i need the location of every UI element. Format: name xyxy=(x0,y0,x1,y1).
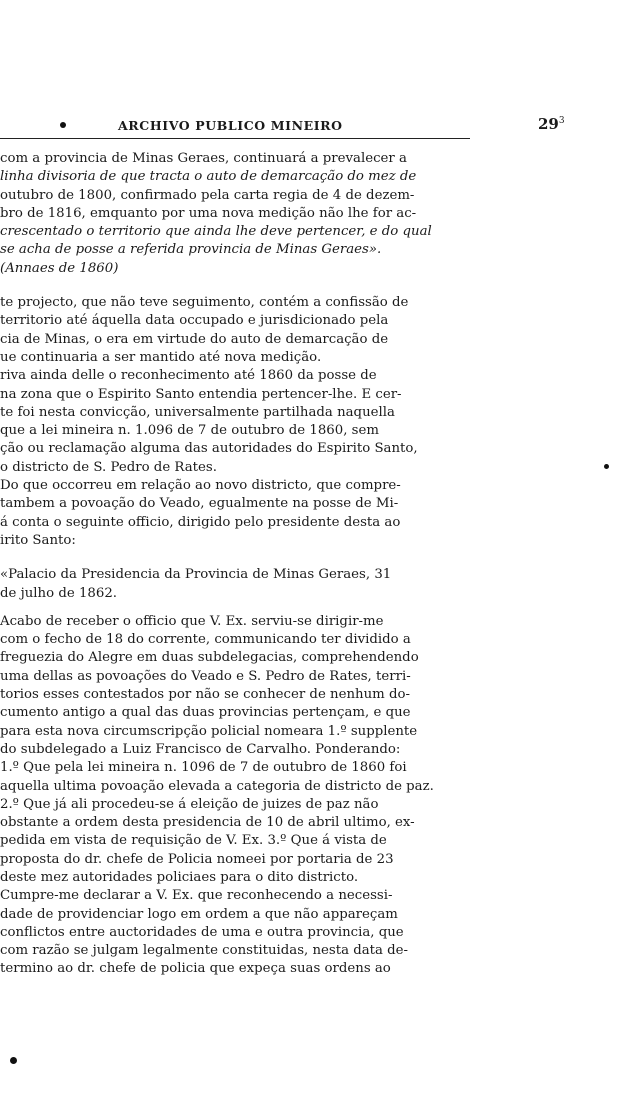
text-line: proposta do dr. chefe de Policia nomeei por portaria de 23 xyxy=(0,851,394,867)
text-line: termino ao dr. chefe de policia que expeça suas ordens ao xyxy=(0,961,391,977)
text-line: linha divisoria de que tracta o auto de demarcação do mez de xyxy=(0,169,417,185)
text-line: freguezia do Alegre em duas subdelegacias, comprehendendo xyxy=(0,650,419,666)
text-line: na zona que o Espirito Santo entendia pertencer-lhe. E cer- xyxy=(0,386,402,402)
text-line: «Palacio da Presidencia da Provincia de Minas Geraes, 31 xyxy=(0,567,392,583)
text-line: ção ou reclamação alguma das autoridades do Espirito Santo, xyxy=(0,441,418,457)
citation: (Annaes de 1860) xyxy=(0,260,119,276)
header-rule xyxy=(0,138,470,139)
text-line: te projecto, que não teve seguimento, contém a confissão de xyxy=(0,295,409,311)
text-line: crescentado o territorio que ainda lhe deve pertencer, e do qual xyxy=(0,224,432,240)
text-line: outubro de 1800, confirmado pela carta regia de 4 de dezem- xyxy=(0,187,415,203)
ink-speck xyxy=(604,464,609,469)
ink-speck xyxy=(10,1057,17,1064)
page-number-suffix: 3 xyxy=(558,116,565,126)
body-text xyxy=(0,150,585,979)
text-line: riva ainda delle o reconhecimento até 1860 da posse de xyxy=(0,368,377,384)
text-line: com a provincia de Minas Geraes, continuará a prevalecer a xyxy=(0,151,407,166)
text-line: uma dellas as povoações do Veado e S. Pedro de Rates, terri- xyxy=(0,668,411,684)
text-line: irito Santo: xyxy=(0,532,76,548)
text-line: cia de Minas, o era em virtude do auto de demarcação de xyxy=(0,331,389,347)
text-line: 1.º Que pela lei mineira n. 1096 de 7 de outubro de 1860 foi xyxy=(0,760,407,776)
text-line: pedida em vista de requisição de V. Ex. 3.º Que á vista de xyxy=(0,833,387,849)
text-line: Cumpre-me declarar a V. Ex. que reconhecendo a necessi- xyxy=(0,888,393,904)
header-bullet xyxy=(60,122,66,128)
text-line: te foi nesta convicção, universalmente partilhada naquella xyxy=(0,404,395,420)
text-line: torios esses contestados por não se conhecer de nenhum do- xyxy=(0,687,411,703)
text-line: bro de 1816, emquanto por uma nova medição não lhe for ac- xyxy=(0,205,417,221)
page-number-value: 29 xyxy=(538,115,559,133)
text-line: Do que occorreu em relação ao novo districto, que compre- xyxy=(0,478,401,494)
text-line: obstante a ordem desta presidencia de 10 de abril ultimo, ex- xyxy=(0,815,415,831)
header-title: ARCHIVO PUBLICO MINEIRO xyxy=(118,118,343,133)
text-line: dade de providenciar logo em ordem a que não appareçam xyxy=(0,906,398,922)
text-line: que a lei mineira n. 1.096 de 7 de outubro de 1860, sem xyxy=(0,423,379,439)
text-line: Acabo de receber o officio que V. Ex. serviu-se dirigir-me xyxy=(0,613,384,629)
text-line: conflictos entre auctoridades de uma e outra provincia, que xyxy=(0,924,404,940)
text-line: com o fecho de 18 do corrente, communicando ter dividido a xyxy=(0,632,411,648)
page-number xyxy=(538,115,565,133)
text-line: ue continuaria a ser mantido até nova medição. xyxy=(0,349,322,365)
text-line: territorio até áquella data occupado e jurisdicionado pela xyxy=(0,313,389,329)
text-line: se acha de posse a referida provincia de Minas Geraes». xyxy=(0,242,382,258)
text-line: aquella ultima povoação elevada a categoria de districto de paz. xyxy=(0,778,434,794)
running-header xyxy=(0,115,617,140)
text-line: tambem a povoação do Veado, egualmente na posse de Mi- xyxy=(0,496,399,512)
text-line: cumento antigo a qual das duas provincias pertençam, e que xyxy=(0,705,411,721)
text-line: 2.º Que já ali procedeu-se á eleição de juizes de paz não xyxy=(0,796,379,812)
text-line: o districto de S. Pedro de Rates. xyxy=(0,459,217,475)
text-line: com razão se julgam legalmente constituidas, nesta data de- xyxy=(0,943,409,959)
text-line: de julho de 1862. xyxy=(0,585,118,601)
text-line: á conta o seguinte officio, dirigido pelo presidente desta ao xyxy=(0,514,401,530)
text-line: para esta nova circumscripção policial nomeara 1.º supplente xyxy=(0,723,418,739)
text-line: do subdelegado a Luiz Francisco de Carvalho. Ponderando: xyxy=(0,741,401,757)
text-line: deste mez autoridades policiaes para o dito districto. xyxy=(0,869,359,885)
